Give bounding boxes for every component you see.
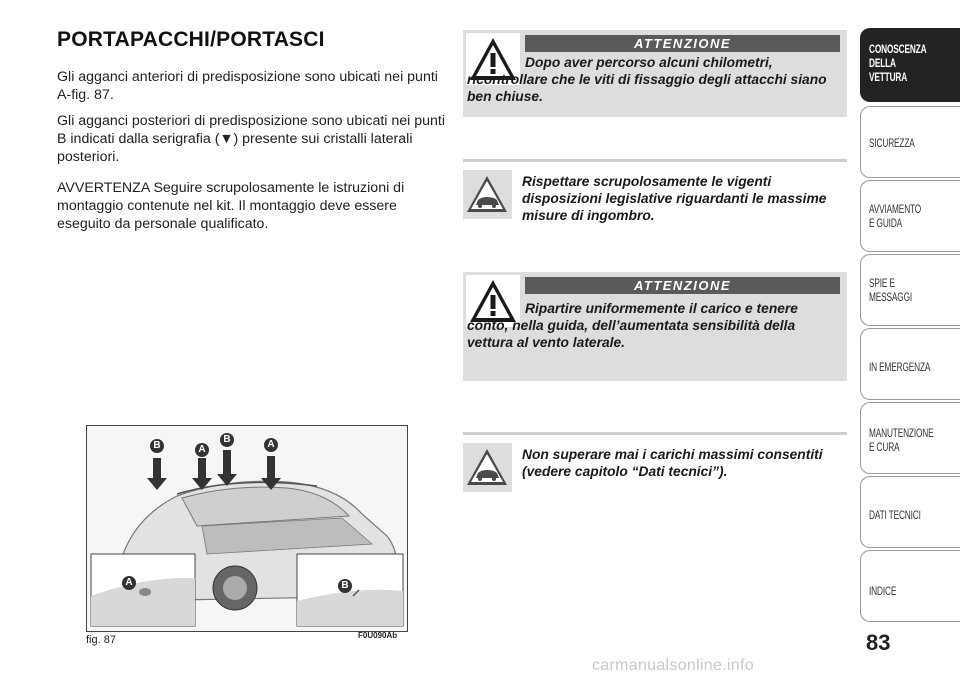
warning-heading-1: ATTENZIONE <box>525 35 840 52</box>
tab-label: IN EMERGENZA <box>869 362 931 374</box>
tab-label: MANUTENZIONE E CURA <box>869 428 934 454</box>
paragraph-warning-note: AVVERTENZA Seguire scrupolosamente le istruzioni di montaggio contenute nel kit. Il montaggio deve essere eseguito da personale qualificato. <box>57 180 405 232</box>
tab-label: CONOSCENZA DELLA VETTURA <box>869 44 927 84</box>
divider-1 <box>463 159 847 162</box>
warning-box-2 <box>463 272 847 381</box>
inset-marker-a: A <box>125 577 133 588</box>
car-illustration <box>87 426 407 631</box>
tab-indice[interactable] <box>860 550 960 622</box>
tab-dati-tecnici[interactable] <box>860 476 960 548</box>
marker-b-1: B <box>153 440 161 451</box>
warning-heading-2: ATTENZIONE <box>525 277 840 294</box>
note-text-1: Rispettare scrupolosamente le vigenti disposizioni legislative riguardanti le massime misure di ingombro. <box>522 174 827 223</box>
tab-label: SICUREZZA <box>869 138 915 150</box>
car-load-icon <box>463 443 512 492</box>
tab-in-emergenza[interactable] <box>860 328 960 400</box>
warning-text-1: Dopo aver percorso alcuni chilometri, ricontrollare che le viti di fissaggio degli attacchi siano ben chiuse. <box>467 55 827 104</box>
marker-a-2: A <box>267 439 275 450</box>
figure-code: F0U090Ab <box>358 631 398 640</box>
tab-manutenzione-e-cura[interactable] <box>860 402 960 474</box>
tab-label: SPIE E MESSAGGI <box>869 278 913 304</box>
page-title: PORTAPACCHI/PORTASCI <box>57 28 325 51</box>
footer-watermark-url: carmanualsonline.info <box>592 657 754 674</box>
tab-label: AVVIAMENTO E GUIDA <box>869 204 922 230</box>
figure-87-car-roof-mounts <box>86 425 408 632</box>
inset-marker-b: B <box>341 580 349 591</box>
figure-label: fig. 87 <box>86 634 116 646</box>
tab-spie-e-messaggi[interactable] <box>860 254 960 326</box>
tab-conoscenza-della-vettura[interactable] <box>860 28 960 102</box>
tab-avviamento-e-guida[interactable] <box>860 180 960 252</box>
tab-label: DATI TECNICI <box>869 510 921 522</box>
tab-sicurezza[interactable] <box>860 106 960 178</box>
marker-b-2: B <box>223 434 231 445</box>
paragraph-rear-mounts: Gli agganci posteriori di predisposizione sono ubicati nei punti B indicati dalla serigrafia (▼) presente sui cristalli laterali posteriori. <box>57 113 446 165</box>
warning-box-1 <box>463 30 847 117</box>
paragraph-front-mounts: Gli agganci anteriori di predisposizione sono ubicati nei punti A-fig. 87. <box>57 69 438 103</box>
page-number: 83 <box>866 630 891 655</box>
marker-a-1: A <box>198 444 206 455</box>
divider-2 <box>463 432 847 435</box>
note-text-2: Non superare mai i carichi massimi consentiti (vedere capitolo “Dati tecnici”). <box>522 447 823 479</box>
tab-label: INDICE <box>869 586 897 598</box>
warning-text-2: Ripartire uniformemente il carico e tenere conto, nella guida, dell’aumentata sensibilità della vettura al vento laterale. <box>467 301 798 350</box>
car-load-icon <box>463 170 512 219</box>
